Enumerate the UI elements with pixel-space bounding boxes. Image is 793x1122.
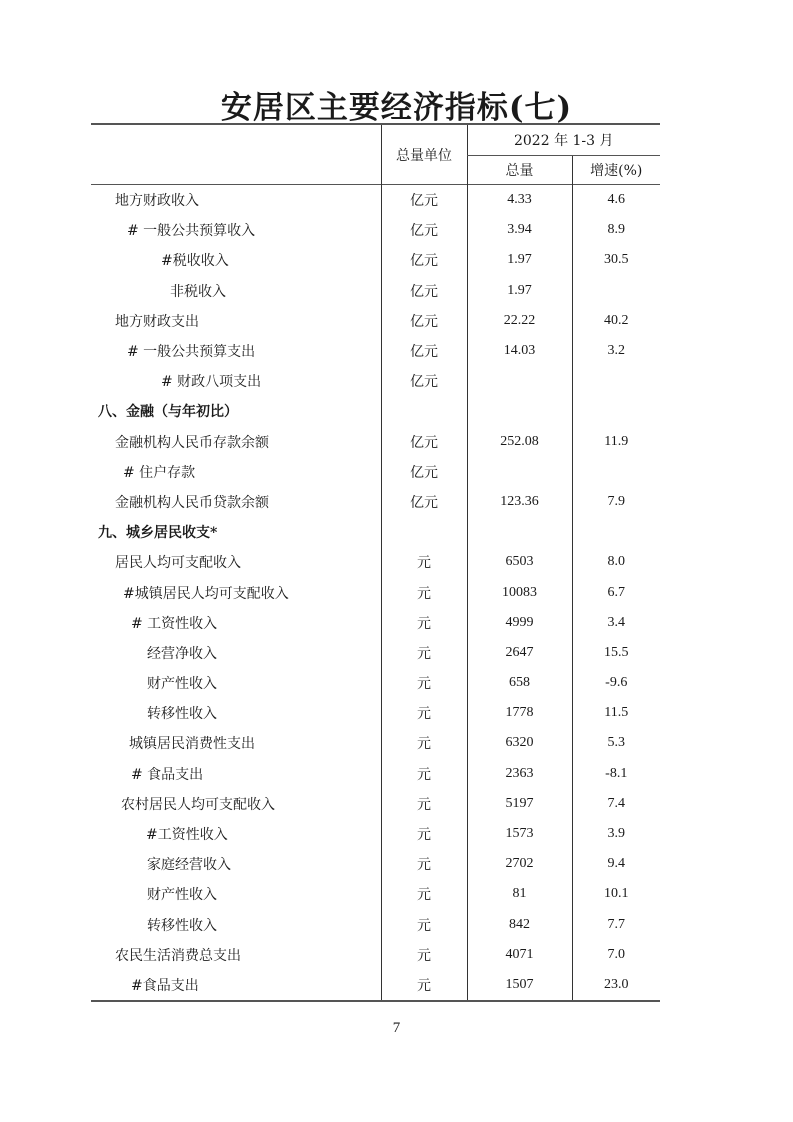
table-row (91, 759, 660, 789)
section-row (91, 517, 660, 547)
row-unit: 元 (381, 910, 467, 940)
table-row (91, 940, 660, 970)
row-label: 财产性收入 (147, 676, 217, 693)
row-unit: 元 (381, 547, 467, 577)
row-unit: 元 (381, 698, 467, 728)
row-unit: 元 (381, 728, 467, 758)
row-unit: 元 (381, 849, 467, 879)
row-label: 地方财政支出 (115, 313, 199, 330)
row-unit: 元 (381, 608, 467, 638)
row-unit: 元 (381, 668, 467, 698)
table-row (91, 457, 660, 487)
row-total: 1507 (467, 970, 572, 1001)
table-row (91, 789, 660, 819)
header-unit: 总量单位 (381, 124, 467, 185)
row-label: 金融机构人民币贷款余额 (115, 494, 269, 511)
row-growth: 3.4 (572, 608, 660, 638)
row-unit (381, 517, 467, 547)
row-unit: 亿元 (381, 306, 467, 336)
row-label: 九、城乡居民收支* (98, 525, 218, 542)
row-growth: 15.5 (572, 638, 660, 668)
table-row (91, 427, 660, 457)
row-label: 转移性收入 (147, 917, 217, 934)
row-total (467, 366, 572, 396)
row-growth: 40.2 (572, 306, 660, 336)
row-label: 城镇居民消费性支出 (129, 736, 255, 753)
row-total: 3.94 (467, 215, 572, 245)
row-total: 1778 (467, 698, 572, 728)
row-growth (572, 457, 660, 487)
row-growth: 8.9 (572, 215, 660, 245)
table-body (91, 185, 660, 1002)
row-growth: 4.6 (572, 185, 660, 216)
row-growth (572, 396, 660, 426)
header-period: 2022 年 1-3 月 (467, 124, 660, 156)
page-number: 7 (392, 1020, 401, 1036)
page-title: 安居区主要经济指标(七) (220, 90, 573, 126)
row-total: 4071 (467, 940, 572, 970)
row-growth: 30.5 (572, 245, 660, 275)
row-growth: 7.4 (572, 789, 660, 819)
row-unit: 亿元 (381, 245, 467, 275)
table-row (91, 819, 660, 849)
row-growth: 11.5 (572, 698, 660, 728)
row-total: 6320 (467, 728, 572, 758)
table-row (91, 336, 660, 366)
row-label: #工资性收入 (146, 827, 228, 844)
row-growth: 3.9 (572, 819, 660, 849)
row-growth: 10.1 (572, 879, 660, 909)
row-label: 地方财政收入 (91, 185, 381, 216)
row-growth: 11.9 (572, 427, 660, 457)
row-total: 6503 (467, 547, 572, 577)
row-unit: 亿元 (381, 185, 467, 216)
row-unit: 亿元 (381, 366, 467, 396)
table-row (91, 487, 660, 517)
row-total (467, 396, 572, 426)
row-growth (572, 276, 660, 306)
row-label: 转移性收入 (147, 706, 217, 723)
row-unit: 元 (381, 970, 467, 1001)
table-row (91, 577, 660, 607)
row-label: 居民人均可支配收入 (115, 555, 241, 572)
row-unit: 元 (381, 819, 467, 849)
row-unit (381, 396, 467, 426)
row-unit: 亿元 (381, 276, 467, 306)
header-growth: 增速(%) (572, 156, 660, 185)
row-label: 八、金融（与年初比） (98, 404, 238, 421)
row-total (467, 517, 572, 547)
row-label: 家庭经营收入 (147, 857, 231, 874)
table-row (91, 215, 660, 245)
table-row (91, 879, 660, 909)
header-indicator-cell (91, 124, 381, 185)
row-label: 金融机构人民币存款余额 (115, 434, 269, 451)
row-label: 财产性收入 (147, 887, 217, 904)
row-total: 2702 (467, 849, 572, 879)
row-growth: -9.6 (572, 668, 660, 698)
row-total: 5197 (467, 789, 572, 819)
row-total: 4.33 (467, 185, 572, 216)
row-label: 经营净收入 (147, 645, 217, 662)
row-growth: 7.9 (572, 487, 660, 517)
row-unit: 元 (381, 789, 467, 819)
section-row (91, 396, 660, 426)
row-label: 农民生活消费总支出 (115, 947, 241, 964)
row-label: #税收收入 (161, 253, 229, 270)
table-row (91, 245, 660, 275)
row-total: 123.36 (467, 487, 572, 517)
row-total: 1.97 (467, 245, 572, 275)
row-total: 2363 (467, 759, 572, 789)
row-total: 658 (467, 668, 572, 698)
table-row (91, 910, 660, 940)
table-row (91, 366, 660, 396)
row-unit: 亿元 (381, 215, 467, 245)
row-growth: 9.4 (572, 849, 660, 879)
table-row (91, 970, 660, 1001)
table-row (91, 306, 660, 336)
table-row (91, 668, 660, 698)
row-unit: 元 (381, 940, 467, 970)
row-unit: 亿元 (381, 336, 467, 366)
row-growth (572, 517, 660, 547)
row-unit: 元 (381, 759, 467, 789)
row-unit: 元 (381, 879, 467, 909)
row-total: 14.03 (467, 336, 572, 366)
row-unit: 亿元 (381, 487, 467, 517)
row-label: # 食品支出 (131, 766, 204, 783)
row-total: 1.97 (467, 276, 572, 306)
indicators-table (91, 123, 660, 1002)
row-total: 81 (467, 879, 572, 909)
row-label: # 一般公共预算支出 (127, 344, 256, 361)
row-label: 非税收入 (170, 283, 226, 300)
row-total: 1573 (467, 819, 572, 849)
row-label: #食品支出 (91, 970, 381, 1001)
row-total: 22.22 (467, 306, 572, 336)
row-total (467, 457, 572, 487)
table-row (91, 608, 660, 638)
row-unit: 亿元 (381, 427, 467, 457)
row-growth: 3.2 (572, 336, 660, 366)
row-total: 2647 (467, 638, 572, 668)
row-growth: 5.3 (572, 728, 660, 758)
row-unit: 元 (381, 577, 467, 607)
row-total: 10083 (467, 577, 572, 607)
table-row (91, 849, 660, 879)
row-growth: 23.0 (572, 970, 660, 1001)
row-label: #城镇居民人均可支配收入 (123, 585, 289, 602)
row-growth: 7.7 (572, 910, 660, 940)
table-row (91, 185, 660, 216)
table-row (91, 728, 660, 758)
row-growth: 6.7 (572, 577, 660, 607)
row-label: # 财政八项支出 (161, 374, 262, 391)
row-label: 农村居民人均可支配收入 (121, 796, 275, 813)
row-label: # 工资性收入 (131, 615, 218, 632)
table-row (91, 547, 660, 577)
row-unit: 亿元 (381, 457, 467, 487)
row-growth: -8.1 (572, 759, 660, 789)
header-total: 总量 (467, 156, 572, 185)
row-label: # 一般公共预算收入 (127, 223, 256, 240)
row-total: 252.08 (467, 427, 572, 457)
row-unit: 元 (381, 638, 467, 668)
row-total: 842 (467, 910, 572, 940)
row-label: # 住户存款 (123, 464, 196, 481)
row-growth: 8.0 (572, 547, 660, 577)
row-growth: 7.0 (572, 940, 660, 970)
row-growth (572, 366, 660, 396)
row-total: 4999 (467, 608, 572, 638)
table-row (91, 698, 660, 728)
table-row (91, 276, 660, 306)
table-row (91, 638, 660, 668)
